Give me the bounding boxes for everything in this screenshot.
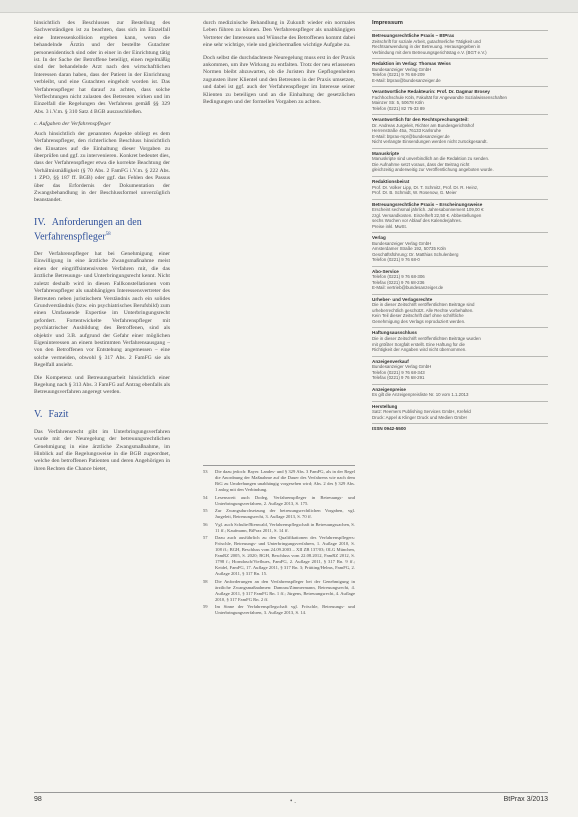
page-footer [34,792,548,805]
impressum-line: Verbindung mit dem Betreuungsgerichtstag e.V. (BGT e.V.) [372,49,487,55]
impressum-line: Die in dieser Zeitschrift veröffentlichten Beiträge wurden [372,336,481,342]
impressum-line: Nicht verlangte Einsendungen werden nicht zurückgesandt. [372,139,488,145]
impressum-section [372,356,548,381]
footnote-ref[interactable]: 58 [105,231,111,237]
footnote [203,535,355,577]
impressum-line: Bundesanzeiger Verlag GmbH [372,66,432,72]
impressum-section [372,199,548,230]
impressum-heading: Verantwortlich für den Rechtsprechungsteil: [372,117,469,123]
impressum-line: Telefax (0221) 9 76 68-236 [372,279,425,285]
impressum-line: Telefax (0221) 9 76 68-291 [372,375,425,381]
impressum-heading: Haftungsausschluss [372,330,417,336]
impressum-line: Kein Teil dieser Zeitschrift darf ohne schriftliche [372,313,464,319]
impressum-line: Preise inkl. MwSt. [372,223,407,229]
body-paragraph: Die Kompetenz und Betreuungsarbeit hinsichtlich einer Regelung nach § 313 Abs. 3 FamFG auf Antrag ebenfalls als Betreuungsverfahren angeregt werden. [34,374,170,396]
impressum-line: Telefon (0221) 9 76 68-343 [372,369,425,375]
impressum-line: Prof. Dr. Volker Lipp, Dr. T. Schmitz, Prof. Dr. R. Heinz, [372,184,479,190]
footnote-number: 53 [203,469,208,474]
impressum-section [372,327,548,352]
impressum-line: Bundesanzeiger Verlag GmbH [372,240,432,246]
footnote-number: 54 [203,494,208,500]
impressum-line: Manuskripte sind unverbindlich an die Redaktion zu senden. [372,156,490,162]
impressum-section [372,384,548,398]
impressum-line: Es gilt die Anzeigenpreisliste Nr. 10 vom 1.1.2013 [372,392,469,398]
impressum-line: Telefon (0221) 9 76 68-0 [372,257,420,263]
page-number: 98 [34,796,42,803]
footnote-number: 58 [203,578,208,584]
impressum-line: mit größter Sorgfalt erstellt. Eine Haftung für die [372,341,465,347]
impressum-heading: Verlag [372,235,386,241]
footnote-text: Zur Zwangsdurchsetzung der betreuungsrechtlichen Vorgaben, vgl. Jurgeleit, Betreuungsrecht, 3. Auflage 2013, S. 70 ff. [215,508,355,519]
impressum-heading: Betreuungsrechtliche Praxis – BtPrax [372,33,455,38]
impressum-line: Herrenstraße 45a, 76133 Karlsruhe [372,128,442,134]
footnote-number: 55 [203,508,208,513]
impressum-line: Mainzer Str. 5, 50678 Köln [372,100,424,106]
impressum-line: Die in dieser Zeitschrift veröffentlichten Beiträge sind [372,302,475,308]
impressum-column [372,20,548,435]
footnote-text: Lesensweit auch Dodeg, Verfahrenspfleger in Betreuungs- und Unterbringungsverfahren, 2. Auflage 2013, S. 175. [215,494,355,506]
footnote-text: Vgl. auch Schulte/Bienwald, Verfahrenspflegschaft in Betreuungssachen, S. 11 ff.; Kaufmann, BtPrax 2011, S. 14 ff. [215,521,355,533]
impressum-line: Die Aufnahme setzt voraus, dass der Beitrag nicht [372,161,470,167]
impressum-section [372,148,548,173]
impressum-line: Fachhochschule Köln, Fakultät für Angewandte Sozialwissenschaften [372,94,507,100]
body-paragraph: Doch selbst die durchdachteste Neuregelung muss erst in der Praxis ankommen, um ihre Wirkung zu entfalten. Trotz der neu erlassenen Normen bleibt abzuwarten, ob die Juristen ihre Gepflogenheiten zugunsten ihrer Klientel und den Betreuten in der Praxis umsetzen, und dabei ist ggf. auch der Verfahrenspfleger im Interesse seiner Klienten zu beteiligen und an die Einhaltung der gesetzlichen Bedingungen und der formellen Vorgaben zu achten. [203,54,355,106]
impressum-section [372,176,548,196]
body-paragraph: durch medizinische Behandlung in Zukunft wieder ein normales Leben führen zu können. Den Verfahrenspfleger als unabhängigen Vertreter der Interessen und Wünsche des Betroffenen kommt dabei eine sehr wichtige, viele und gleichermaßen wichtige Aufgabe zu. [203,20,355,49]
section-heading-v [34,409,170,421]
impressum-line: Telefon (0221) 9 76 68-306 [372,274,425,280]
impressum-section [372,58,548,83]
footnote-number: 59 [203,604,208,609]
section-title: Anforderungen an den Verfahrenspfleger [34,216,142,243]
impressum-line: Bundesanzeiger Verlag GmbH [372,364,432,370]
footnote [203,579,355,603]
impressum-section [372,266,548,291]
left-text-column [34,20,170,478]
impressum-line: Amsterdamer Straße 192, 50735 Köln [372,246,446,252]
impressum-heading: Redaktionsbeirat [372,178,410,184]
footnote-text: Die dazu jedoch: Bayer. Landes- und § 329 Abs. 3 FamFG, als in der Regel die Anordnung der Maßnahme auf die Dauer des Verfahrens wie nach dem BtG zu Umdrehungen unabhängig vorgesehen wird; Abs. 2 des § 329 Abs. 1 anlog mit den Verbindung. [215,469,355,492]
section-title: Fazit [48,408,69,420]
impressum-line: Erscheint sechsmal jährlich. Jahresabonnement 109,00 € [372,207,484,213]
impressum-line: E-Mail: vertrieb@bundesanzeiger.de [372,285,444,291]
impressum-heading: Abo-Service [372,268,399,274]
impressum-section [372,423,548,432]
impressum-title: Impressum [372,20,403,26]
impressum-section [372,30,548,55]
impressum-section [372,401,548,421]
section-number: V. [34,408,43,420]
impressum-line: Satz: Reemers Publishing Services GmbH, Krefeld [372,409,471,415]
impressum-section [372,232,548,263]
footnote-text: Im Sinne der Verfahrenspflegschaft vgl. Fröschle, Betreuungs- und Unterbringungsverfahren, 3. Auflage 2013, S. 14. [215,604,355,615]
impressum-heading: Anzeigenpreise [372,386,406,392]
impressum-heading: Anzeigenverkauf [372,358,409,364]
impressum-line: Dr. Andreas Jurgeleit, Richter am Bundesgerichtshof [372,122,475,128]
impressum-heading: Betreuungsrechtliche Praxis – Erscheinungsweise [372,201,483,207]
subheading: c. Aufgaben der Verfahrenspfleger [34,121,111,128]
impressum-line: E-Mail: btprax-rspr@bundesanzeiger.de [372,133,450,139]
impressum-line: urheberrechtlich geschützt. Alle Rechte vorbehalten. [372,307,474,313]
footnote-number: 56 [203,521,208,527]
body-paragraph: Auch hinsichtlich der genannten Aspekte obliegt es dem Verfahrenspfleger, den richterlichen Beschluss hinsichtlich des Einsatzes auf die Einhaltung dieser Vorgaben zu überprüfen und ggf. zu intervenieren. Konkret bedeutet dies, dass der Verfahrenspfleger etwa die korrekte Beachtung der Verhältnismäßigkeit (§ 70 Abs. 2 FamFG i.V.m. § 222 Abs. 1 ZPO, §§ 187 ff. BGB) oder ggf. das Fehlen des Passus über das Erfordernis der Dokumentation der Zwangsbehandlung in der Beschlussformel unverzüglich beanstandet. [34,130,170,204]
impressum-line: Prof. Dr. B. Schmidt, W. Rosenow, G. Meier [372,190,457,196]
impressum-line: Telefon (0221) 82 75-33 89 [372,105,425,111]
footnote-text: Dazu auch ausführlich zu den Qualifikationen des Verfahrenspflegers: Fröschle, Betreuungs- und Unterbringungsverfahren, 1. Auflage 2010, S. 108 ff.; BGH, Beschluss vom 24.09.2003 – XII ZB 137/03; OLG München, FamRZ 2005, S. 2020; BGH, Beschluss vom 22.08.2012, FamRZ 2012, S. 1798 f.; Horndasch/Viefhues, FamFG, 2. Auflage 2011, § 317 Rn. 9 ff.; Keidel, FamFG, 17. Auflage 2011, § 317 Rn. 3; Prütting/Helms, FamFG, 2. Auflage 2011, § 317 Rn. 15. [215,535,355,576]
impressum-line: Richtigkeit der Angaben wird nicht übernommen. [372,347,467,353]
impressum-heading: ISSN 0942-5500 [372,426,406,432]
page-header-bar [0,0,578,13]
section-heading-iv [34,217,170,243]
impressum-line: sechs Wochen vor Ablauf des Kalenderjahres. [372,218,462,224]
body-paragraph: hinsichtlich des Beschlusses zur Bestellung des Sachverständigen ist zu beachten, dass sich im Einzelfall eine Interessenkollision ergeben kann, wenn die behandelnde Ärztin und der bestellte Gutachter personenidentisch sind oder in einer in der Einrichtung tätig ist. In der Sache der Betroffene beteiligt, einen regelmäßig sind der behandelnde Arzt nach den wirtschaftlichen Interessen daran haben, dass der Patient in der Einrichtung verbleibt, und eine Gutachten eingeholt worden ist. Das Verfahrenspfleger hat darauf zu achten, dass solche Verflechtungen nicht zulasten des Betreuten wirken und im Einzelfall die Regelungen des Verfahrens gemäß §§ 329 Abs. 3 i.V.m. § 310 Satz 4 BGB auszuschließen. [34,20,170,115]
footnote-number: 57 [203,535,208,540]
impressum-section [372,114,548,145]
impressum-section [372,86,548,111]
footnote [203,604,355,616]
impressum-line: Zeitschrift für soziale Arbeit, gutachterliche Tätigkeit und [372,38,481,44]
impressum-heading: Herstellung [372,403,398,409]
impressum-line: Rechtsanwendung in der Betreuung. Herausgegeben in [372,44,481,50]
section-number: IV. [34,216,46,228]
impressum-line: E-Mail: btprax@bundesanzeiger.de [372,77,441,83]
impressum-line: Geschäftsführung: Dr. Matthias Schulenberg [372,251,459,257]
impressum-line: Genehmigung des Verlags reproduziert werden. [372,318,466,324]
impressum-heading: Redaktion im Verlag: Thomas Weiss [372,61,451,67]
middle-text-column [203,20,355,111]
impressum-line: gleichzeitig anderweitig zur Veröffentlichung angeboten wurde. [372,167,494,173]
footnote [203,522,355,534]
impressum-line: Druck: Appel & Klinger Druck und Medien GmbH [372,414,467,420]
footnote [203,469,355,493]
impressum-heading: Urheber- und Verlagsrechte [372,296,433,302]
journal-issue: BtPrax 3/2013 [503,796,548,803]
impressum-line: zzgl. Versandkosten. Einzelheft 22,50 €. Abbestellungen [372,212,482,218]
body-paragraph: Der Verfahrenspfleger hat bei Genehmigung einer Einwilligung in eine ärztliche Zwangsmaßnahme meist einen der eingriffsintensivsten Verfahren mit, die das ärztliche Betreuungs- und Unterbringungsrecht kennt. Nicht zuletzt deshalb wird in diesen Fallkonstellationen vom Verfahrenspfleger als unabhängigen Interessensvertreter des Betreuten neben juristischem Verständnis auch ein solides Grundverständnis (bzw. ein psychiatrisches Berufsbild) zum einen Umfassende Expertise im Unterbringungsrecht gefordert. Fortentwickelte Verfahrenspfleger mit psychiatrischer Ausbildung des Betroffenen, sind als objektiv und 3.B. aufgrund der Gefahr einer möglichen Eigeninteressen an einem bestimmten Verfahrensausgang – von den Betroffenen vor Entstehung angemessen – eine solche vermeiden, obwohl § 317 Abs. 2 FamFG sie als Regelfall ansieht. [34,251,170,369]
impressum-heading: Verantwortliche Redakteurin: Prof. Dr. Dagmar Brosey [372,89,490,95]
impressum-line: Telefon (0221) 9 76 68-209 [372,72,425,78]
body-paragraph: Das Verfahrensrecht gibt im Unterbringungsverfahren wurde mit der Neuregelung der betreuungsrechtlichen Genehmigung in eine ärztliche Zwangsmaßnahme, im Hinblick auf die Regelungsweise in die BGB zugeordnet, welche den betroffenen Patienten und deren Angehörigen in ihren Rechten die Chance bietet, [34,428,170,472]
footnote [203,495,355,507]
footnote [203,508,355,520]
footer-marks: • . [290,797,296,805]
impressum-heading: Manuskripte [372,150,400,156]
impressum-section [372,294,548,325]
footnotes-block [203,465,355,618]
footnote-text: Die Anforderungen an den Verfahrenspfleger bei der Genehmigung in ärztliche Zwangsmaßnahmen: Damrau/Zimmermann, Betreuungsrecht, 4. Auflage 2011, § 317 FamFG Rn. 1 ff.; Jürgens, Betreuungsrecht, 4. Auflage 2010, § 317 FamFG Rn. 2 ff. [215,578,355,602]
